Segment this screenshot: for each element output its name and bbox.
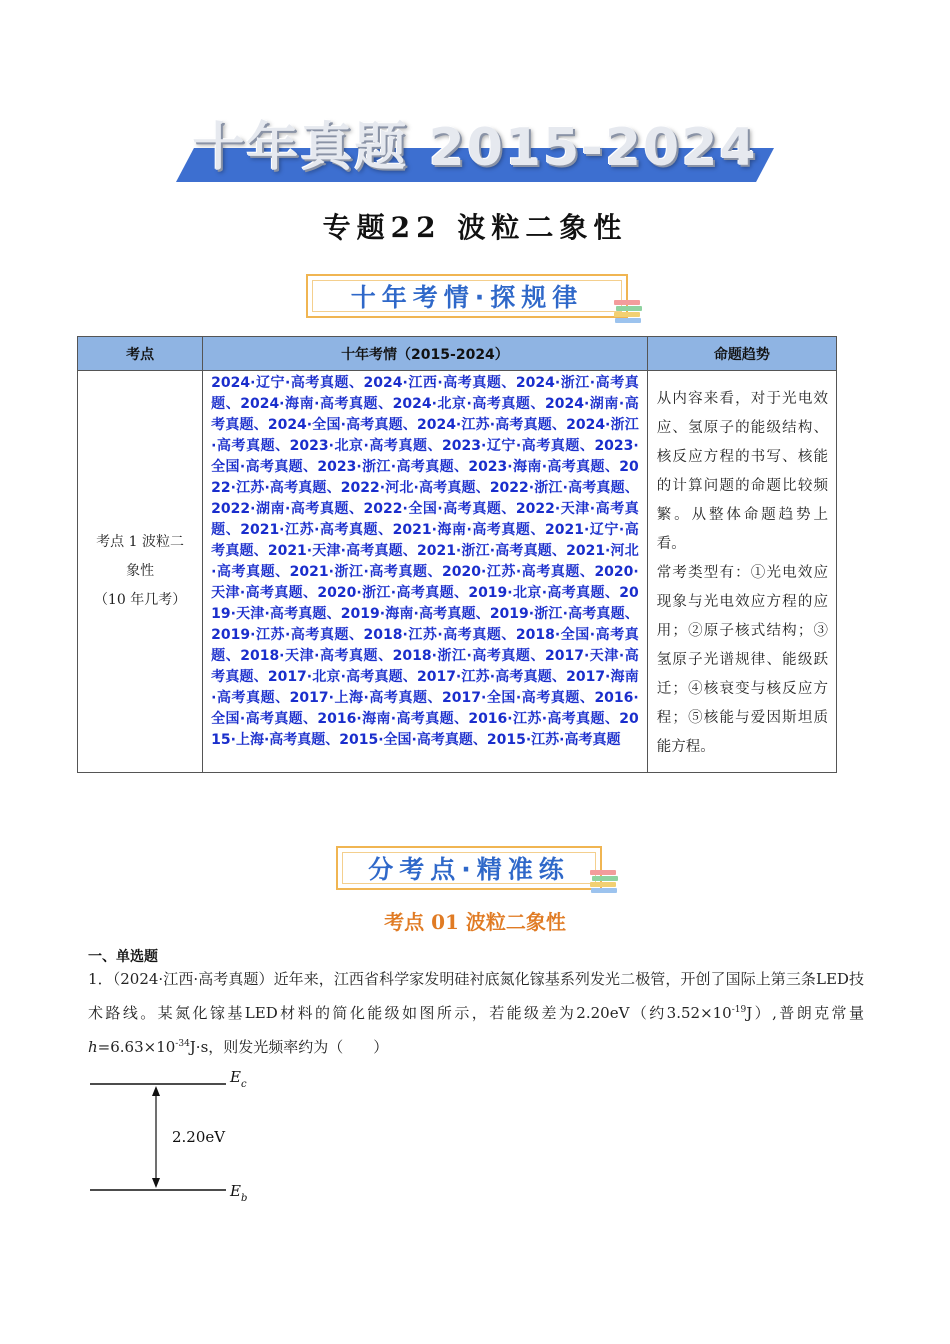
- badge-inner-border: [342, 852, 596, 884]
- badge-inner-border: [312, 280, 622, 312]
- upper-level-symbol: E: [230, 1068, 241, 1086]
- badge-label: 十年考情·探规律: [350, 283, 584, 312]
- question-type-heading: 一、单选题: [88, 949, 158, 965]
- books-icon: [590, 870, 616, 892]
- question-number: 1．: [88, 970, 113, 988]
- table-header-row: [78, 337, 837, 371]
- joules-unit: J: [746, 1004, 753, 1022]
- section-badge-practice: [336, 846, 602, 890]
- section-heading: 考点 01 波粒二象性: [384, 910, 566, 934]
- planck-unit: J·s: [189, 1038, 209, 1056]
- title-banner: [176, 116, 774, 186]
- kaodian-line: 象性: [126, 563, 155, 579]
- header-years: 十年考情（2015-2024）: [203, 337, 648, 371]
- question-text: （约: [629, 1004, 667, 1022]
- kaodian-line: 考点 1 波粒二: [96, 534, 184, 550]
- header-trend: 命题趋势: [647, 337, 836, 371]
- header-kaodian: 考点: [78, 337, 203, 371]
- table-row: [78, 371, 837, 773]
- joules-value: 3.52×10: [666, 1004, 732, 1022]
- arrow-head-up: [152, 1086, 160, 1096]
- question-1: [88, 964, 864, 1063]
- arrow-head-down: [152, 1178, 160, 1188]
- question-text: ，则发光频率约为（ ）: [208, 1038, 389, 1056]
- gap-label: 2.20eV: [172, 1128, 226, 1146]
- badge-label: 分考点·精准练: [368, 855, 570, 884]
- upper-level-subscript: c: [240, 1079, 247, 1090]
- lower-level-subscript: b: [240, 1193, 248, 1204]
- question-source: （2024·江西·高考真题）: [112, 970, 274, 988]
- kaodian-cell: [78, 371, 203, 773]
- kaodian-count: （10 年几考）: [93, 592, 187, 608]
- energy-level-diagram: [88, 1068, 288, 1208]
- planck-value: =6.63×10: [97, 1038, 176, 1056]
- trend-cell: [647, 371, 836, 773]
- books-icon: [614, 300, 640, 322]
- planck-symbol: h: [88, 1038, 98, 1056]
- question-text: 近年来，江西省科学家发明硅衬底氮化镓基系列发光二极管，开创了国际上第三条LED技术路线。某氮化镓基LED材料的简化能级如图所示，若能级差为: [88, 970, 864, 1022]
- lower-level-label: [229, 1182, 247, 1204]
- joules-exponent: -19: [731, 1005, 747, 1015]
- trend-paragraph: 从内容来看，对于光电效应、氢原子的能级结构、核反应方程的书写、核能的计算问题的命题比较频繁。从整体命题趋势上看。: [656, 391, 828, 552]
- question-text: ）,普朗克常量: [752, 1004, 864, 1022]
- years-cell: 2024·辽宁·高考真题、2024·江西·高考真题、2024·浙江·高考真题、2024·海南·高考真题、2024·北京·高考真题、2024·湖南·高考真题、2024·全国·高考真题、2024·江苏·高考真题、2024·浙江·高考真题、2023·北京·高考真题、2023·辽宁·高考真题、2023·全国·高考真题、2023·浙江·高考真题、2023·海南·高考真题、2022·江苏·高考真题、2022·河北·高考真题、2022·浙江·高考真题、2022·湖南·高考真题、2022·全国·高考真题、2022·天津·高考真题、2021·江苏·高考真题、2021·海南·高考真题、2021·辽宁·高考真题、2021·天津·高考真题、2021·浙江·高考真题、2021·河北·高考真题、2021·浙江·高考真题、2020·江苏·高考真题、2020·天津·高考真题、2020·浙江·高考真题、2019·北京·高考真题、2019·天津·高考真题、2019·海南·高考真题、2019·浙江·高考真题、2019·江苏·高考真题、2018·江苏·高考真题、2018·全国·高考真题、2018·天津·高考真题、2018·浙江·高考真题、2017·天津·高考真题、2017·北京·高考真题、2017·江苏·高考真题、2017·海南·高考真题、2017·上海·高考真题、2017·全国·高考真题、2016·全国·高考真题、2016·海南·高考真题、2016·江苏·高考真题、2015·上海·高考真题、2015·全国·高考真题、2015·江苏·高考真题: [203, 371, 648, 773]
- upper-level-label: [229, 1068, 247, 1090]
- trend-paragraph: 常考类型有：①光电效应现象与光电效应方程的应用；②原子核式结构；③氢原子光谱规律、能级跃迁；④核衰变与核反应方程；⑤核能与爱因斯坦质能方程。: [656, 565, 828, 755]
- banner-title: 十年真题 2015-2024: [192, 118, 758, 178]
- lower-level-symbol: E: [230, 1182, 241, 1200]
- topic-title: 专题22 波粒二象性: [322, 211, 628, 244]
- energy-gap-value: 2.20eV: [576, 1004, 630, 1022]
- section-badge-trends: [306, 274, 628, 318]
- planck-exponent: -34: [175, 1039, 190, 1049]
- exam-overview-table: [77, 336, 837, 773]
